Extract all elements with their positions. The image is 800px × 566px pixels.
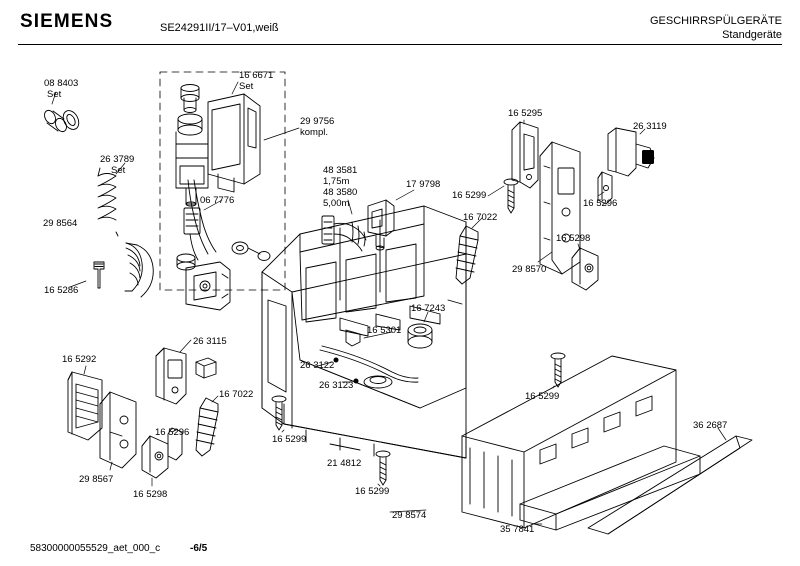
part-label: 48 3581 xyxy=(323,165,358,176)
part-label: 08 8403 xyxy=(44,78,79,89)
part-label: 16 5299 xyxy=(452,190,487,201)
part-label: 16 5296 xyxy=(155,427,190,438)
part-label: 29 8567 xyxy=(79,474,114,485)
part-label: 26 3122 xyxy=(300,360,335,371)
part-label: 16 5299 xyxy=(272,434,307,445)
part-label: 26 3123 xyxy=(319,380,354,391)
part-label: 06 7776 xyxy=(200,195,235,206)
part-label: 17 9798 xyxy=(406,179,441,190)
part-label: 16 5298 xyxy=(133,489,168,500)
part-label: 16 5296 xyxy=(583,198,618,209)
part-label: 26 3119 xyxy=(633,121,667,132)
part-label: 16 5292 xyxy=(62,354,97,365)
part-label: 16 5298 xyxy=(556,233,591,244)
part-label: Set xyxy=(239,81,254,92)
part-label: 21 4812 xyxy=(327,458,362,469)
part-label: 36 2687 xyxy=(693,420,728,431)
part-label: 29 8574 xyxy=(392,510,427,521)
part-label: 29 8570 xyxy=(512,264,547,275)
model-number: SE24291II/17–V01,weiß xyxy=(160,22,279,34)
part-label: 16 5299 xyxy=(355,486,390,497)
part-label: 5,00m xyxy=(323,198,350,209)
siemens-logo: SIEMENS xyxy=(20,11,114,32)
part-label: 16 5301 xyxy=(367,325,402,336)
page-number: -6/5 xyxy=(190,543,208,554)
part-label: kompl. xyxy=(300,127,328,138)
part-label: 16 7022 xyxy=(219,389,254,400)
category-sub: Standgeräte xyxy=(722,29,782,41)
part-label: 29 8564 xyxy=(43,218,78,229)
part-label: 16 7022 xyxy=(463,212,498,223)
part-label: Set xyxy=(111,165,126,176)
part-label: 16 5295 xyxy=(508,108,543,119)
part-label: 16 7243 xyxy=(411,303,446,314)
document-code: 58300000055529_aet_000_c xyxy=(30,543,161,554)
part-label: 29 9756 xyxy=(300,116,335,127)
part-label: 26 3789 xyxy=(100,154,135,165)
part-label: 26 3115 xyxy=(193,336,227,347)
part-label: 48 3580 xyxy=(323,187,358,198)
category-main: GESCHIRRSPÜLGERÄTE xyxy=(649,15,782,27)
part-label: 35 7841 xyxy=(500,524,535,535)
part-label: 16 6671 xyxy=(239,70,274,81)
part-label: 16 5286 xyxy=(44,285,79,296)
part-label: 16 5299 xyxy=(525,391,560,402)
part-label: Set xyxy=(47,89,62,100)
part-label: 1,75m xyxy=(323,176,350,187)
